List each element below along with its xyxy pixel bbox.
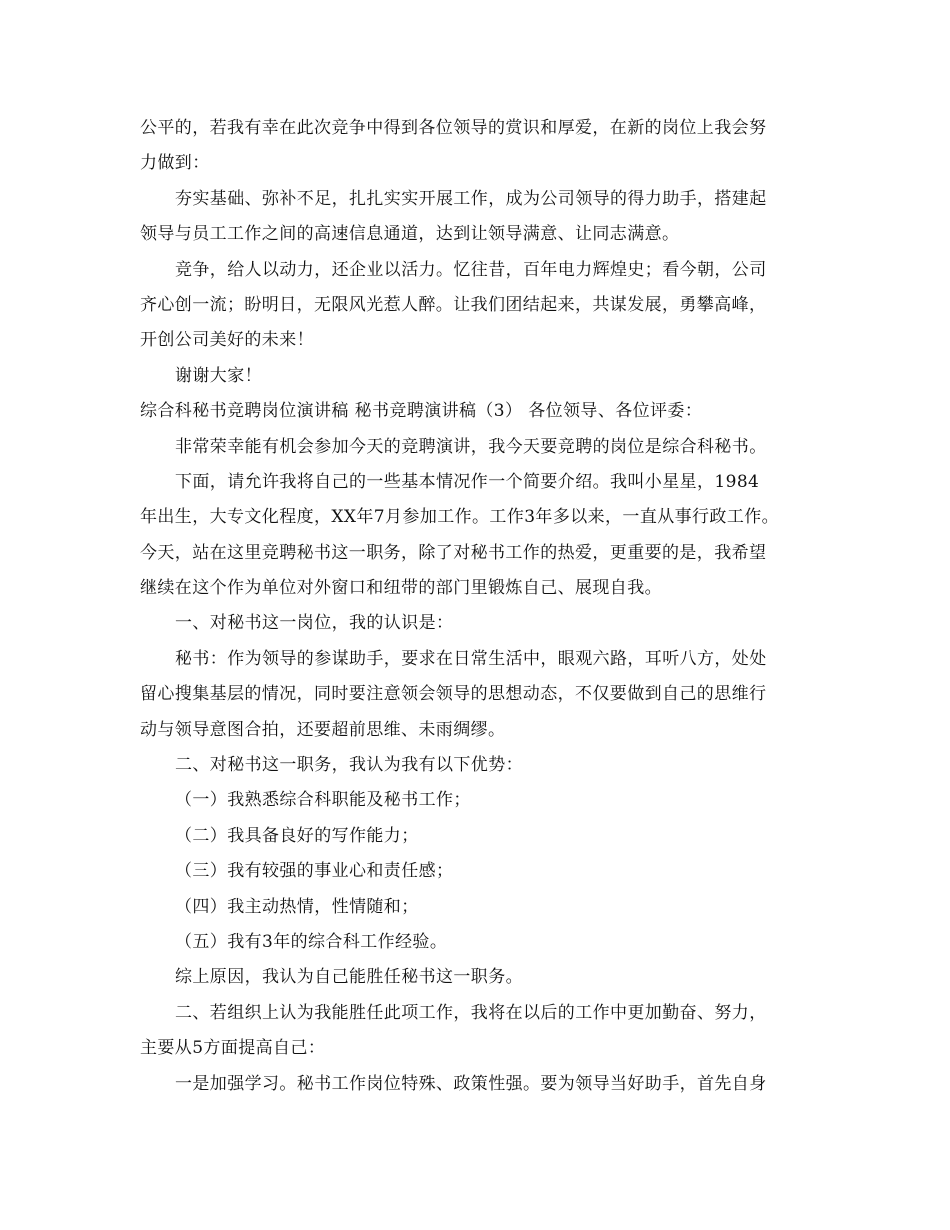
text-line: 领导与员工工作之间的高速信息通道，达到让领导满意、让同志满意。 [140,224,680,245]
text-line: 留心搜集基层的情况，同时要注意领会领导的思想动态，不仅要做到自己的思维行 [140,684,767,705]
text-line: （三）我有较强的事业心和责任感； [175,861,454,882]
text-line: 夯实基础、弥补不足，扎扎实实开展工作，成为公司领导的得力助手，搭建起 [175,188,767,209]
text-line: 二、若组织上认为我能胜任此项工作，我将在以后的工作中更加勤奋、努力， [175,1002,767,1023]
text-line: 今天，站在这里竞聘秘书这一职务，除了对秘书工作的热爱，更重要的是，我希望 [140,542,767,563]
text-line: 综合科秘书竞聘岗位演讲稿 秘书竞聘演讲稿（3） 各位领导、各位评委： [140,401,703,422]
text-line: （五）我有3年的综合科工作经验。 [175,931,448,952]
text-line: 谢谢大家！ [175,365,262,386]
text-line: （一）我熟悉综合科职能及秘书工作； [175,790,471,811]
text-line: 秘书：作为领导的参谋助手，要求在日常生活中，眼观六路，耳听八方，处处 [175,648,767,669]
text-line: 综上原因，我认为自己能胜任秘书这一职务。 [175,967,523,988]
text-line: 主要从5方面提高自己： [140,1038,326,1059]
text-line: 动与领导意图合拍，还要超前思维、未雨绸缪。 [140,719,506,740]
text-line: 非常荣幸能有机会参加今天的竞聘演讲，我今天要竞聘的岗位是综合科秘书。 [175,436,767,457]
text-line: 下面，请允许我将自己的一些基本情况作一个简要介绍。我叫小星星，1984 [175,471,760,492]
text-line: （二）我具备良好的写作能力； [175,825,419,846]
text-line: 竞争，给人以动力，还企业以活力。忆往昔，百年电力辉煌史；看今朝，公司 [175,259,767,280]
text-line: 一、对秘书这一岗位，我的认识是： [175,613,454,634]
text-line: 一是加强学习。秘书工作岗位特殊、政策性强。要为领导当好助手，首先自身 [175,1073,767,1094]
text-line: 齐心创一流；盼明日，无限风光惹人醉。让我们团结起来，共谋发展，勇攀高峰， [140,294,767,315]
text-line: 力做到： [140,153,210,174]
document-body [140,111,820,1102]
text-line: 年出生，大专文化程度，XX年7月参加工作。工作3年多以来，一直从事行政工作。 [140,507,780,528]
text-line: 二、对秘书这一职务，我认为我有以下优势： [175,755,523,776]
text-line: 公平的，若我有幸在此次竞争中得到各位领导的赏识和厚爱，在新的岗位上我会努 [140,118,767,138]
text-line: 继续在这个作为单位对外窗口和纽带的部门里锻炼自己、展现自我。 [140,578,662,599]
text-line: 开创公司美好的未来！ [140,330,314,351]
text-line: （四）我主动热情，性情随和； [175,896,419,917]
